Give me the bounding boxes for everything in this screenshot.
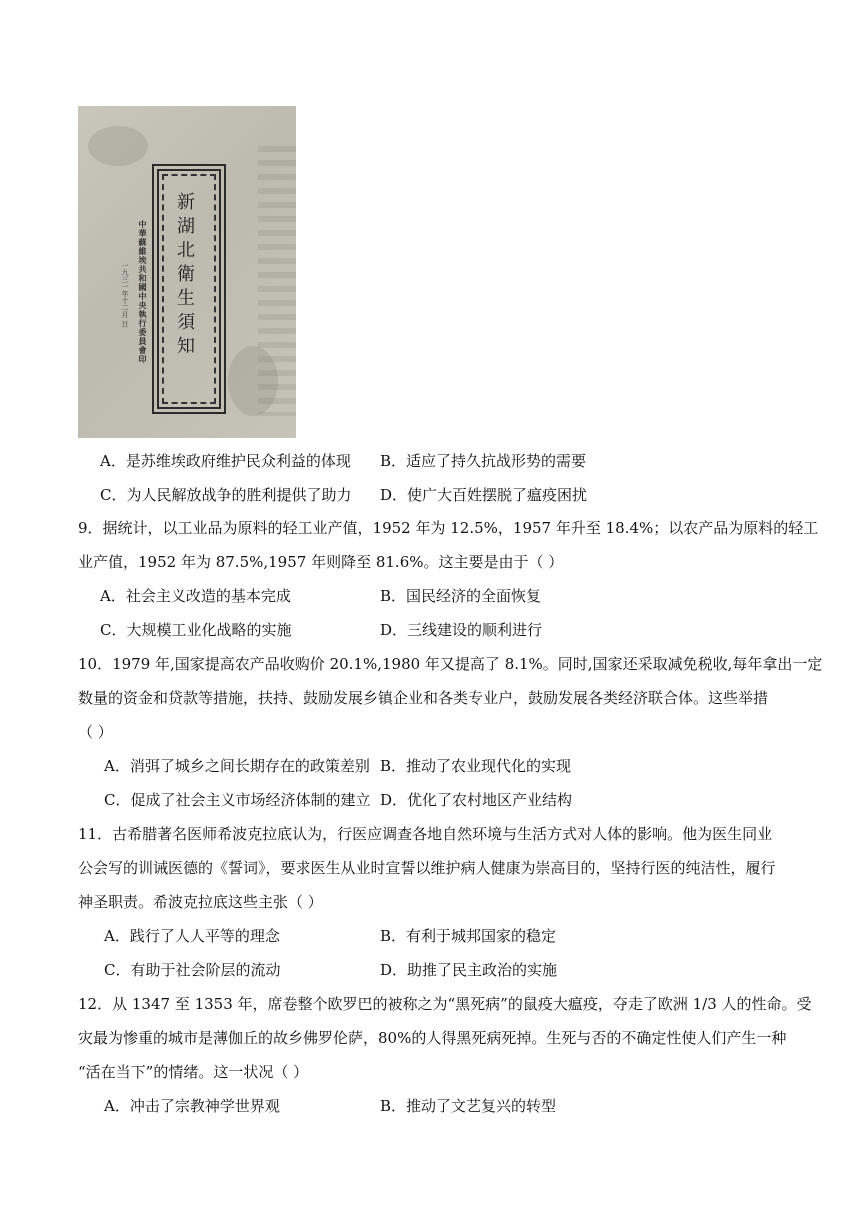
q8-option-a[interactable]: A．是苏维埃政府维护民众利益的体现 xyxy=(100,452,351,470)
paper-stain xyxy=(88,126,148,166)
q9-option-c[interactable]: C．大规模工业化战略的实施 xyxy=(100,621,292,639)
q8-option-b[interactable]: B．适应了持久抗战形势的需要 xyxy=(380,452,587,470)
q12-stem-line-1: 12．从 1347 至 1353 年，席卷整个欧罗巴的被称之为“黑死病”的鼠疫大瘟疫，夺走了欧洲 1/3 人的性命。受 xyxy=(78,995,812,1013)
q12-stem-line-2: 灾最为惨重的城市是薄伽丘的故乡佛罗伦萨，80%的人得黑死病死掉。生死与否的不确定性使人们产生一种 xyxy=(78,1029,787,1047)
q8-option-d[interactable]: D．使广大百姓摆脱了瘟疫困扰 xyxy=(380,486,588,504)
q10-stem-line-1: 10．1979 年,国家提高农产品收购价 20.1%,1980 年又提高了 8.1%。同时,国家还采取减免税收,每年拿出一定 xyxy=(78,655,823,673)
q9-option-d[interactable]: D．三线建设的顺利进行 xyxy=(380,621,543,639)
q11-option-d[interactable]: D．助推了民主政治的实施 xyxy=(380,961,558,979)
q11-option-c[interactable]: C．有助于社会阶层的流动 xyxy=(104,961,281,979)
q11-stem-line-3: 神圣职责。希波克拉底这些主张（ ） xyxy=(78,893,323,911)
cover-publisher: 中華蘇維埃共和國中央執行委員會印 xyxy=(138,220,147,364)
cover-date: 一九三一年十二月 日 xyxy=(121,262,129,328)
q9-stem-line-1: 9．据统计，以工业品为原料的轻工业产值，1952 年为 12.5%，1957 年升至 18.4%；以农产品为原料的轻工 xyxy=(78,519,819,537)
q12-option-a[interactable]: A．冲击了宗教神学世界观 xyxy=(104,1097,280,1115)
q9-option-a[interactable]: A．社会主义改造的基本完成 xyxy=(100,587,291,605)
cover-title: 新湖北衛生須知 xyxy=(174,192,195,360)
q10-option-b[interactable]: B．推动了农业现代化的实现 xyxy=(380,757,572,775)
q12-option-b[interactable]: B．推动了文艺复兴的转型 xyxy=(380,1097,557,1115)
q12-stem-line-3: “活在当下”的情绪。这一状况（ ） xyxy=(78,1063,309,1081)
q8-option-c[interactable]: C．为人民解放战争的胜利提供了助力 xyxy=(100,486,352,504)
q11-option-a[interactable]: A．践行了人人平等的理念 xyxy=(104,927,280,945)
q10-option-a[interactable]: A．消弭了城乡之间长期存在的政策差别 xyxy=(104,757,370,775)
q11-stem-line-1: 11．古希腊著名医师希波克拉底认为，行医应调查各地自然环境与生活方式对人体的影响。他为医生同业 xyxy=(78,825,773,843)
q9-stem-line-2: 业产值，1952 年为 87.5%,1957 年则降至 81.6%。这主要是由于（ ） xyxy=(78,553,564,571)
q11-stem-line-2: 公会写的训诫医德的《誓词》，要求医生从业时宣誓以维护病人健康为崇高目的，坚持行医的纯洁性，履行 xyxy=(78,859,776,877)
q11-option-b[interactable]: B．有利于城邦国家的稳定 xyxy=(380,927,557,945)
q10-stem-line-2: 数量的资金和贷款等措施，扶持、鼓励发展乡镇企业和各类专业户，鼓励发展各类经济联合体。这些举措 xyxy=(78,689,769,707)
pamphlet-cover-image xyxy=(78,106,296,438)
q10-option-d[interactable]: D．优化了农村地区产业结构 xyxy=(380,791,573,809)
q9-option-b[interactable]: B．国民经济的全面恢复 xyxy=(380,587,542,605)
q10-stem-line-3: （ ） xyxy=(78,723,113,741)
q10-option-c[interactable]: C．促成了社会主义市场经济体制的建立 xyxy=(104,791,371,809)
bleed-through-marks xyxy=(258,146,296,416)
